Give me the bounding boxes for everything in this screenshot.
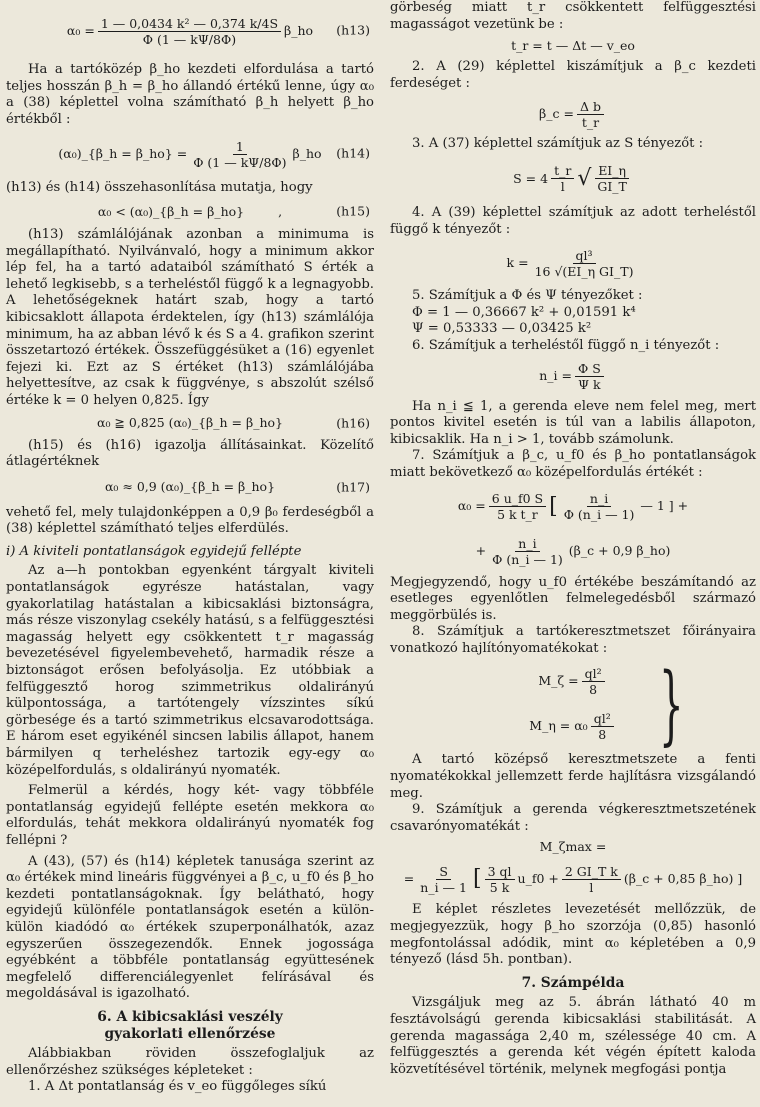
eq-rhs: β_ho [292,146,322,162]
eq-lhs: (α₀)_{β_h = β_ho} = [58,146,188,162]
eq-fraction [485,864,515,895]
equation-phi: Φ = 1 — 0,36667 k² + 0,01591 k⁴ [412,304,636,320]
paragraph: Ha a tartóközép β_ho kezdeti elfordulása a tartó teljes hosszán β_h = β_ho állandó értékű lenne, úgy α₀ a (38) képlettel volna számítható β_h helyett β_ho értékből : [6,62,374,127]
equation-alpha-line2 [390,532,756,572]
equation-tr [390,36,756,56]
paragraph: E képlet részletes levezetését mellőzzük, de megjegyezzük, hogy β_ho szorzója (0,85) hasonló megfontolással adódik, mint α₀ képletében a 0,9 tényező (lásd 5h. pontban). [390,902,756,968]
eq-numerator: t_r [551,163,574,179]
paragraph: (h15) és (h16) igazolja állításainkat. Közelítő átlagértéknek [6,437,374,470]
paragraph: Az a—h pontokban egyenként tárgyalt kiviteli pontatlanságok egyrésze hatástalan, vagy gyakorlatilag hatástalan a kibicsaklási biztonságra, más része viszonylag csekély hatású, s a felfüggesztési magasság helyett egy csökkentett t_r magasság bevezetésével figyelembevehető, harmadik része a biztonságot erősen befolyásolja. Ez utóbbiak a felfüggesztő horog szimmetrikus oldalirányú külpontossága, a tartótengely vízszintes síkú görbesége és a tartó szimmetrikus elcsavarodottsága. E három eset egyikénél sincsen labilis állapot, hanem bármilyen q terheléshez tartozik egy-egy α₀ középelfordulás, s oldalirányú nyomaték. [6,563,374,778]
paragraph: 1. A Δt pontatlanság és v_eo függőleges síkú [28,1079,327,1095]
eq-fraction [190,139,289,170]
equation-h13 [6,3,374,59]
eq-denominator: 8 [598,726,607,742]
eq-numerator: n_i [515,536,539,552]
eq-denominator: l [560,179,565,195]
eq-tail: — 1 ] + [640,498,689,514]
eq-denominator: Φ (n_i — 1) [563,507,635,522]
equation-Mz [390,660,756,702]
equation-number: (h15) [336,203,370,219]
eq-body: t_r = t — Δt — v_eo [511,37,635,53]
paragraph: 9. Számítjuk a gerenda végkeresztmetszetének csavarónyomatékát : [390,802,756,834]
eq-denominator: Φ (1 — kΨ/8Φ) [142,31,237,47]
eq-lhs: S = 4 [513,170,549,186]
paragraph: 8. Számítjuk a tartókeresztmetszet főirányaira vonatkozó hajlítónyomatékokat : [390,624,756,656]
eq-denominator: n_i — 1 [420,879,467,895]
eq-denominator: 16 √(EI_η GI_T) [534,263,634,279]
eq-fraction [577,99,604,130]
equation-number: (h17) [336,479,370,495]
right-brace: } [659,655,684,756]
section-heading-7: 7. Számpélda [521,974,625,991]
paragraph: 6. Számítjuk a terheléstől függő n_i tényezőt : [412,337,720,353]
eq-lhs: α₀ = [66,22,95,38]
eq-fraction [575,361,604,392]
eq-numerator: 3 ql [485,864,515,880]
paragraph: Vizsgáljuk meg az 5. ábrán látható 40 m fesztávolságú gerenda kibicsaklási stabilitását. A gerenda magassága 2,40 m, szélessége 40 cm. A felfüggesztés a gerenda két végén épített kaloda közvetítésével történik, melynek megfogási pontja [390,995,756,1077]
eq-tail: (β_c + 0,85 β_ho) ] [623,871,743,887]
paragraph: (h13) és (h14) összehasonlítása mutatja, hogy [6,180,313,196]
eq-body: α₀ ≈ 0,9 (α₀)_{β_h = β_ho} [104,479,276,495]
radical-sign: √ [577,165,592,191]
equation-number: (h14) [336,146,370,162]
eq-denominator: Φ (n_i — 1) [492,552,563,567]
eq-numerator: Φ S [575,361,604,377]
eq-fraction [591,711,614,742]
eq-fraction [562,864,621,895]
left-column [6,0,374,1107]
eq-lhs: M_η = α₀ [529,718,588,734]
eq-numerator: 1 — 0,0434 k² — 0,374 k/4S [98,16,281,32]
equation-ni [390,358,756,396]
eq-fraction [582,666,605,697]
eq-fraction [417,864,470,895]
equation-h14 [6,131,374,177]
paragraph: 5. Számítjuk a Φ és Ψ tényezőket : [412,288,643,304]
eq-rhs: β_ho [284,22,314,38]
eq-denominator: t_r [581,114,600,130]
eq-denominator: 8 [589,681,598,697]
eq-fraction [532,248,637,279]
paragraph: Ha n_i ≦ 1, a gerenda eleve nem felel meg, mert pontos kivitel esetén is túl van a labilis állapoton, kibicsaklik. Ha n_i > 1, tovább számolunk. [390,398,756,447]
equation-bc [390,95,756,133]
eq-mid: u_f0 + [517,871,559,887]
equation-M-expanded: = $\frac{S}{n\_i — 1}$ [ $\frac{3 ql}{5 k}$ u_f0 + $\frac{\text{2 GI\_T k}}{l}$ (β_c + 0,85 β_ho) ] [403,863,743,895]
eq-lhs: k = [506,254,529,270]
eq-numerator: 1 [233,139,247,155]
equation-k [390,241,756,285]
paragraph: 2. A (29) képlettel kiszámítjuk a β_c kezdeti ferdeséget : [390,59,756,91]
right-column [390,0,756,1107]
eq-body: α₀ < (α₀)_{β_h = β_ho} [97,203,245,219]
eq-fraction [551,163,574,194]
equation-h16 [6,413,374,435]
eq-denominator: 5 k t_r [497,507,538,522]
equation-h17 [6,474,374,502]
eq-denominator: 5 k [489,879,510,895]
eq-numerator: S [436,864,451,880]
eq-lhs: n_i = [539,368,572,384]
eq-tail: (β_c + 0,9 β_ho) [568,543,671,559]
equation-h15 [6,200,374,224]
eq-numerator: Δ b [577,99,604,115]
eq-fraction [98,16,281,47]
paragraph: 7. Számítjuk a β_c, u_f0 és β_ho pontatlanságok miatt bekövetkező α₀ középelfordulás értékét : [390,448,756,480]
equation-number: (h13) [336,22,370,38]
section-heading-i: i) A kiviteli pontatlanságok egyidejű fellépte [6,543,302,559]
eq-fraction [489,536,566,567]
eq-denominator: l [589,879,594,895]
eq-numerator: ql² [591,711,614,727]
eq-lhs: α₀ = [457,498,486,514]
eq-numerator: n_i [587,491,611,507]
eq-lhs: M_ζ = [538,673,579,689]
equation-number: (h16) [336,415,370,431]
equation-Mmax [390,838,756,856]
eq-denominator: Φ (1 — kΨ/8Φ) [193,154,287,170]
eq-lead: + [475,543,487,559]
paragraph: Alábbiakban röviden összefoglaljuk az ellenőrzéshez szükséges képleteket : [6,1046,374,1078]
equation-S [390,156,756,202]
paragraph: Felmerül a kérdés, hogy két- vagy többféle pontatlanság egyidejű fellépte esetén mekkora α₀ elfordulás, tehát mekkora oldalirányú nyomaték fog fellépni ? [6,783,374,848]
paragraph: görbeség miatt t_r csökkentett felfüggesztési magasságot vezetünk be : [390,0,756,32]
equation-moments [390,655,756,756]
eq-fraction [489,491,546,522]
equation-psi: Ψ = 0,53333 — 0,03425 k² [412,321,592,337]
eq-numerator: 2 GI_T k [562,864,621,880]
eq-fraction [561,491,638,522]
eq-body: M_ζmax = [539,839,607,855]
eq-body: α₀ ≧ 0,825 (α₀)_{β_h = β_ho} [97,415,283,431]
paragraph: 3. A (37) képlettel számítjuk az S tényezőt : [412,136,704,152]
eq-lhs: β_c = [539,106,574,122]
paragraph: 4. A (39) képlettel számítjuk az adott terheléstől függő k tényezőt : [390,204,756,237]
paragraph: vehető fel, mely tulajdonképpen a 0,9 β₀ ferdeségből a (38) képlettel számítható teljes elferdülés. [6,504,374,537]
eq-fraction [594,163,630,194]
paragraph: Megjegyzendő, hogy u_f0 értékébe beszámítandó az esetleges egyenlőtlen felmelegedésből származó meggörbülés is. [390,574,756,623]
eq-numerator: ql² [582,666,605,682]
eq-lead: = [403,871,415,887]
paragraph: A (43), (57) és (h14) képletek tanusága szerint az α₀ értékek mind lineáris függvényei a β_c, u_f0 és β_ho kezdeti pontatlanságoknak. Így belátható, hogy egyidejű különféle pontatlanságok esetén a külön-külön kiadódó α₀ értékek szuperponálhatók, azaz egyszerűen összegezendők. Ennek jogossága egyébként a többféle pontatlanság együttesének megfelelő differenciálegyenlet felírásával és megoldásával is igazolható. [6,853,374,1002]
eq-denominator: GI_T [597,179,627,195]
equation-alpha-line1: α₀ = $\frac{6 u\_f0 S}{\text{5 k t\_r}}$ [ $\frac{n\_i}{\Phi (n\_i — 1)}$ — 1 ] + [457,491,689,522]
paragraph: A tartó középső keresztmetszete a fenti nyomatékokkal jellemzett ferde hajlításra vizsgálandó meg. [390,752,756,801]
eq-denominator: Ψ k [578,377,601,393]
eq-comma: , [278,203,283,219]
eq-numerator: ql³ [573,248,596,264]
eq-numerator: EI_η [595,163,629,179]
eq-numerator: 6 u_f0 S [489,491,546,507]
section-heading-6: 6. A kibicsaklási veszély gyakorlati ellenőrzése [97,1008,283,1042]
equation-Mn [390,705,756,747]
paragraph: (h13) számlálójának azonban a minimuma is megállapítható. Nyilvánvaló, hogy a minimum akkor lép fel, ha a tartó adataiból számítható S érték a lehető legkisebb, s a terheléstől függő k a legnagyobb. A lehetőségeknek határt szab, hogy a tartó kibicsaklott állapota érdektelen, így (h13) számlálója minimum, ha az abban lévő k és S a 4. grafikon szerint összetartozó értékek. Összefüggésüket a (16) egyenlet fejezi ki. Ezt az S értéket (h13) számlálójába helyettesítve, az csak k függvénye, s abszolút szélső értéke k = 0 helyen 0,825. Így [6,226,374,408]
